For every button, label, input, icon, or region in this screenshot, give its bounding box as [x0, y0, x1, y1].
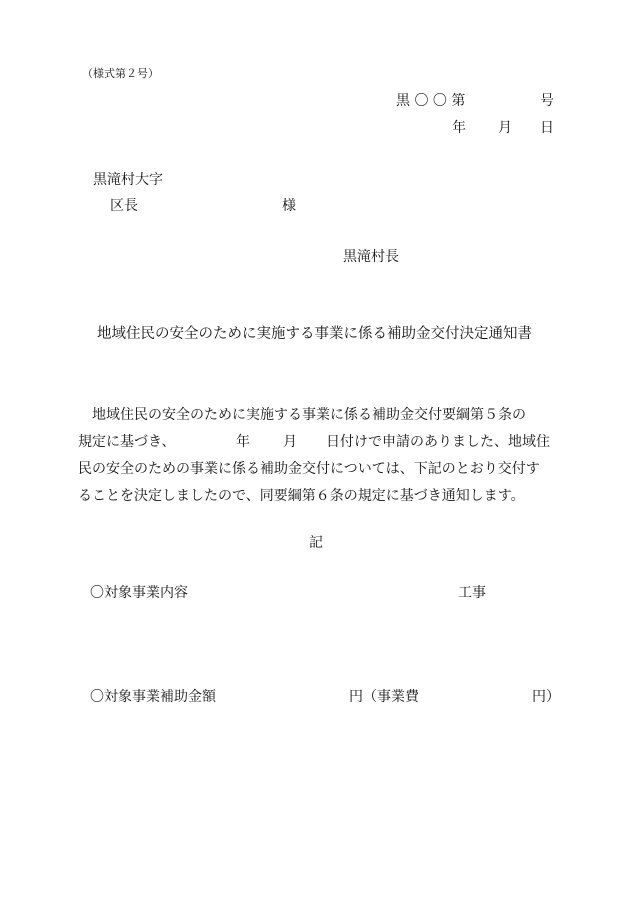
body-line-2-end: 日付けで申請のありました、地域住 — [326, 434, 550, 450]
project-content-suffix: 工事 — [458, 585, 486, 601]
body-line-3 — [78, 456, 558, 483]
issuer: 黒滝村長 — [343, 249, 399, 265]
body-line-2-start: 規定に基づき、 — [78, 434, 176, 450]
addressee-honorific: 様 — [282, 198, 296, 214]
subsidy-amount-label: 〇対象事業補助金額 — [90, 689, 216, 705]
reference-suffix: 号 — [540, 93, 554, 109]
date-month: 月 — [498, 120, 512, 136]
subsidy-amount-close: 円） — [532, 689, 560, 705]
body-line-4-text: ることを決定しましたので、同要綱第６条の規定に基づき通知します。 — [78, 488, 525, 504]
body-line-1-text: 地域住民の安全のために実施する事業に係る補助金交付要綱第５条の — [92, 407, 526, 423]
body-line-1 — [78, 402, 558, 429]
body-line-4 — [78, 483, 558, 510]
reference-prefix: 黒 〇 〇 第 — [396, 93, 466, 109]
ki-heading: 記 — [309, 535, 323, 551]
addressee-district: 黒滝村大字 — [93, 172, 163, 188]
subsidy-amount-unit: 円（事業費 — [349, 689, 419, 705]
body-line-2 — [78, 429, 558, 456]
body-line-3-text: 民の安全のための事業に係る補助金交付については、下記のとおり交付す — [78, 461, 540, 477]
project-content-label: 〇対象事業内容 — [90, 585, 188, 601]
body-line-2-month: 月 — [283, 434, 297, 450]
addressee-title: 区長 — [110, 198, 138, 214]
document-title: 地域住民の安全のために実施する事業に係る補助金交付決定通知書 — [97, 326, 532, 342]
body-line-2-year: 年 — [236, 434, 250, 450]
body-paragraph — [78, 402, 558, 510]
date-day: 日 — [540, 120, 554, 136]
date-year: 年 — [452, 120, 466, 136]
form-number: （様式第２号） — [82, 67, 159, 80]
